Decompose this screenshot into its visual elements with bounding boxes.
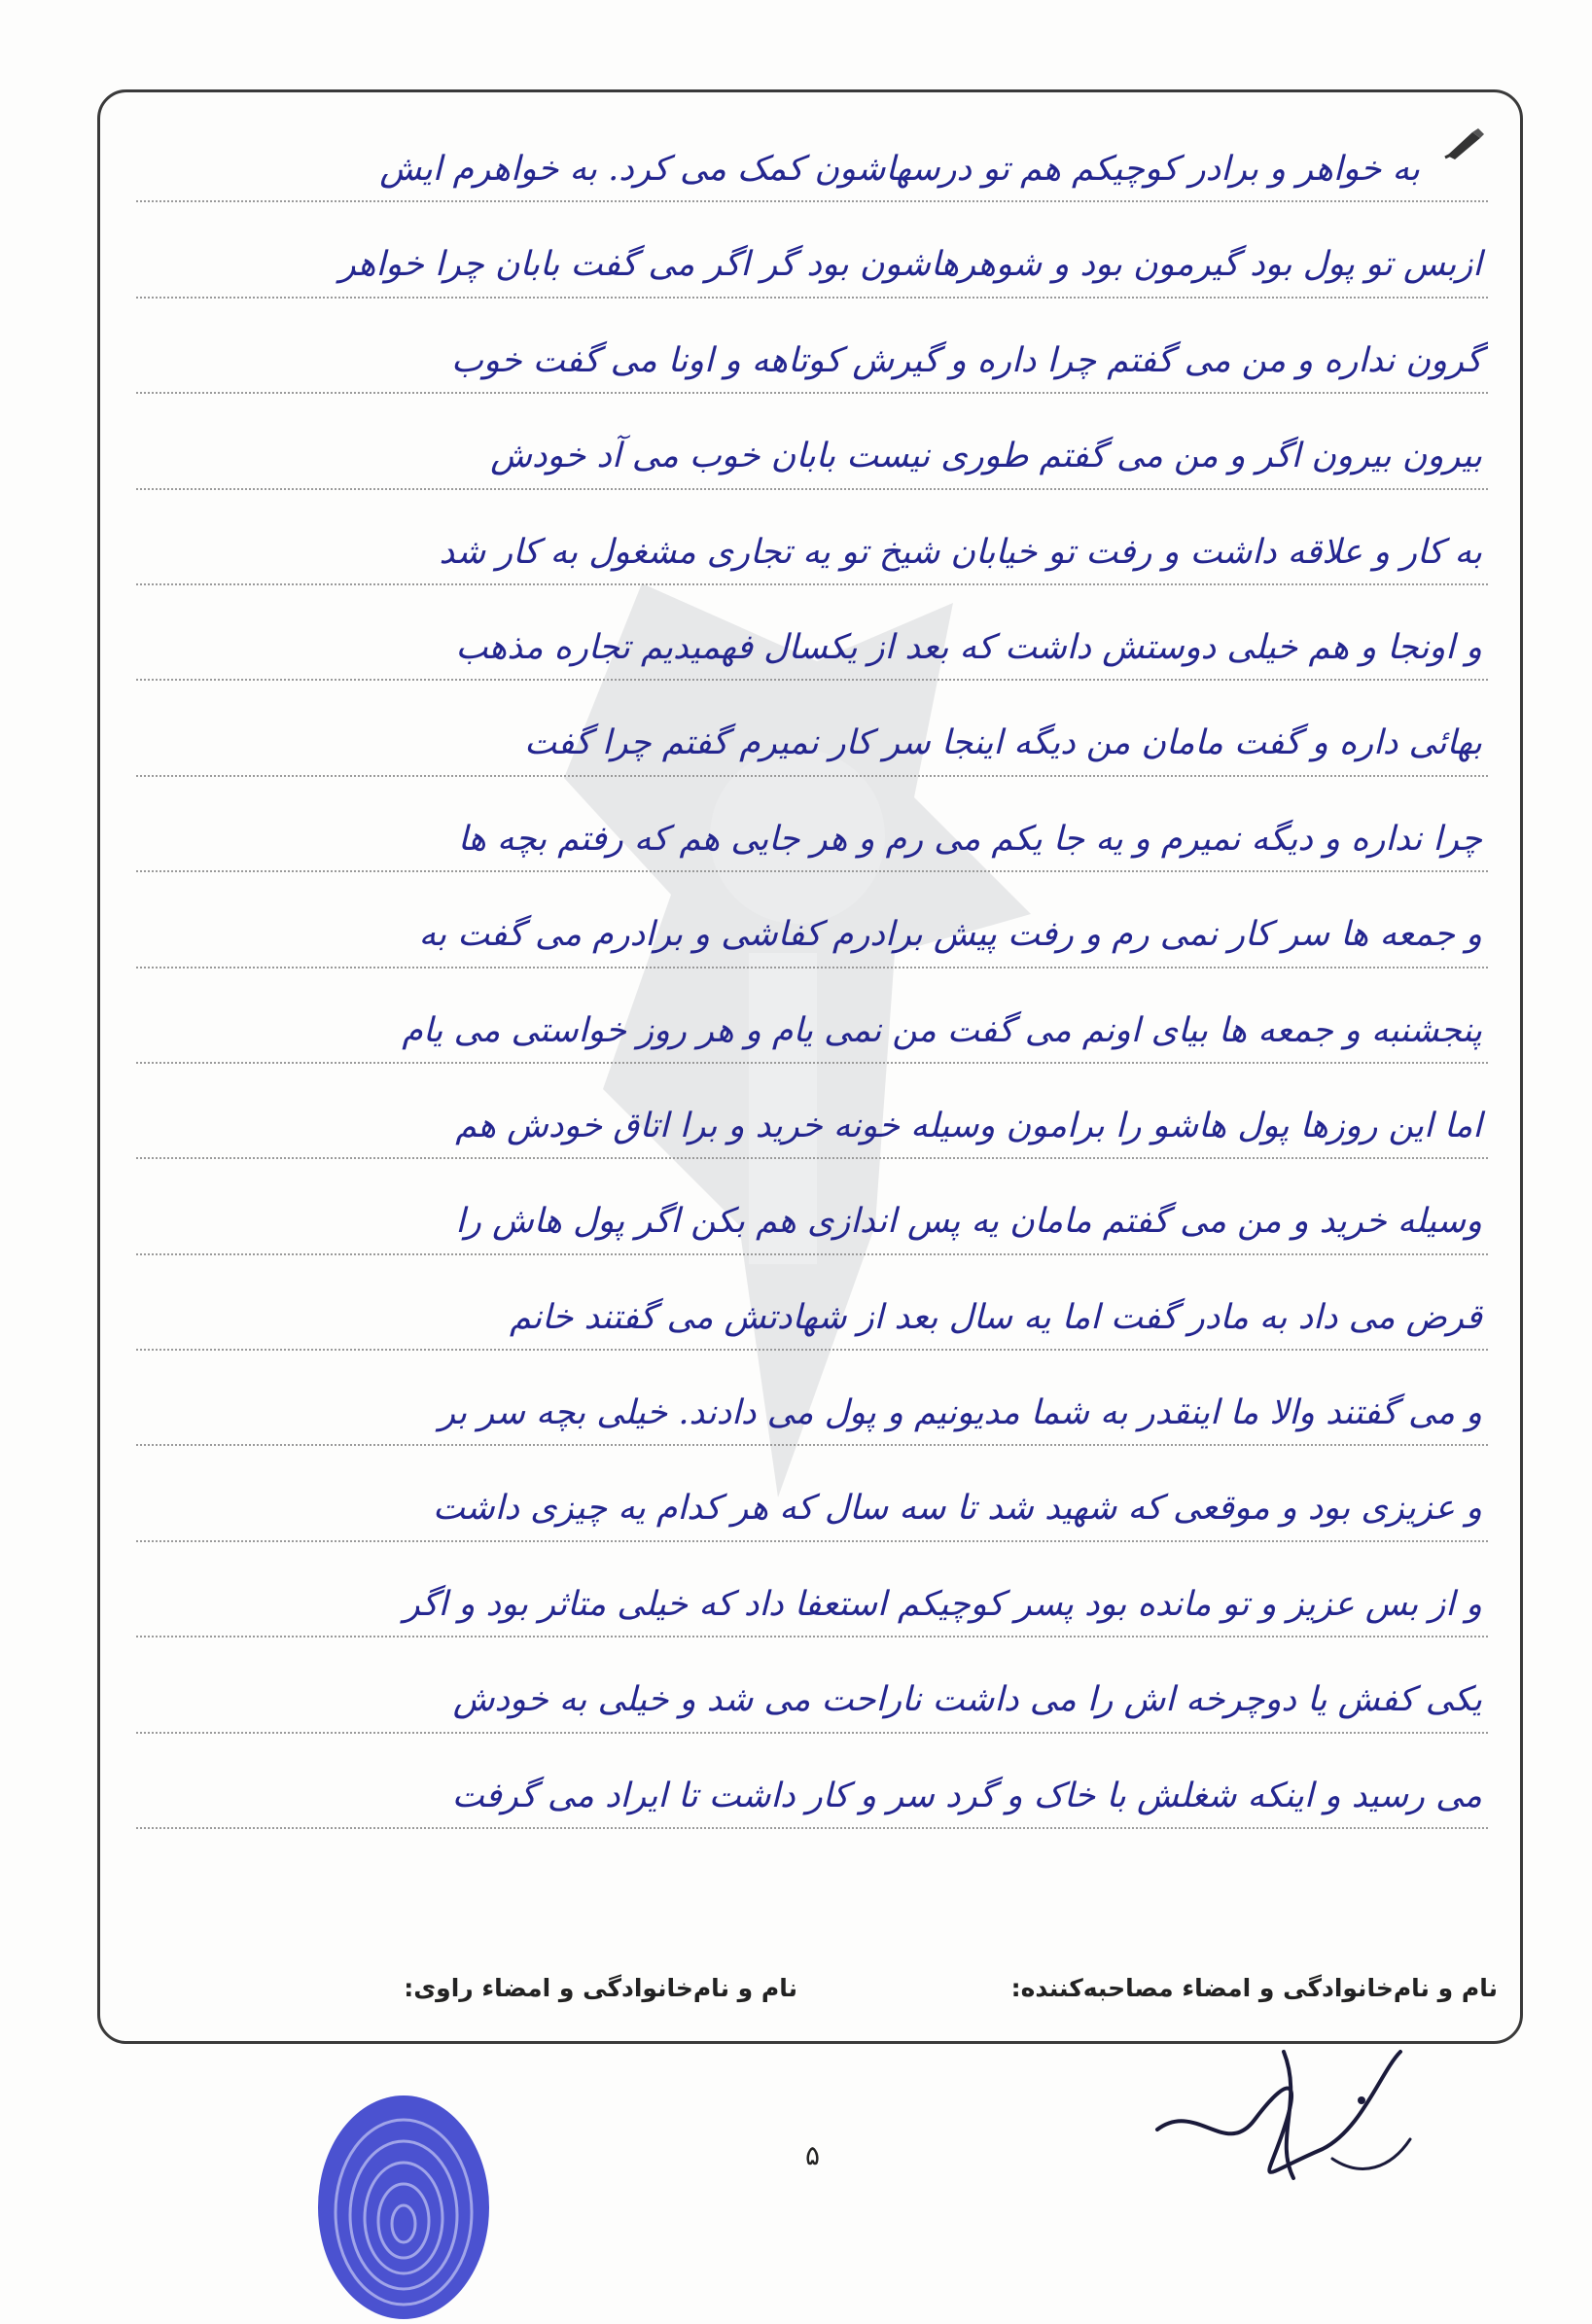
handwritten-line: اما این روزها پول هاشو را برامون وسیله خونه خرید و برا اتاق خودش هم xyxy=(136,1064,1488,1159)
interviewer-signature-label: نام و نام‌خانوادگی و امضاء مصاحبه‌کننده: xyxy=(1010,1974,1498,2002)
handwritten-line: به کار و علاقه داشت و رفت تو خیابان شیخ تو یه تجاری مشغول به کار شد xyxy=(136,490,1488,585)
handwritten-line: بیرون بیرون اگر و من می گفتم طوری نیست بابان خوب می آد خودش xyxy=(136,394,1488,489)
handwritten-line: و از بس عزیز و تو مانده بود پسر کوچیکم استعفا داد که خیلی متاثر بود و اگر xyxy=(136,1542,1488,1637)
handwritten-text-area xyxy=(136,107,1488,1954)
handwritten-line: گرون نداره و من می گفتم چرا داره و گیرش کوتاهه و اونا می گفت خوب xyxy=(136,299,1488,394)
handwritten-line: یکی کفش یا دوچرخه اش را می داشت ناراحت می شد و خیلی به خودش xyxy=(136,1637,1488,1733)
handwritten-line: به خواهر و برادر کوچیکم هم تو درسهاشون کمک می کرد. به خواهرم ایش xyxy=(136,107,1488,202)
handwritten-line: می رسید و اینکه شغلش با خاک و گرد سر و کار داشت تا ایراد می گرفت xyxy=(136,1734,1488,1829)
fingerprint-icon xyxy=(311,2091,496,2324)
handwritten-line: پنجشنبه و جمعه ها بیای اونم می گفت من نمی یام و هر روز خواستی می یام xyxy=(136,968,1488,1064)
handwritten-line: وسیله خرید و من می گفتم مامان یه پس اندازی هم بکن اگر پول هاش را xyxy=(136,1159,1488,1254)
handwritten-line: و اونجا و هم خیلی دوستش داشت که بعد از یکسال فهمیدیم تجاره مذهب xyxy=(136,585,1488,681)
handwritten-line: و عزیزی بود و موقعی که شهید شد تا سه سال که هر کدام یه چیزی داشت xyxy=(136,1446,1488,1541)
handwritten-line: و می گفتند والا ما اینقدر به شما مدیونیم و پول می دادند. خیلی بچه سر بر xyxy=(136,1351,1488,1446)
handwritten-line: و جمعه ها سر کار نمی رم و رفت پیش برادرم کفاشی و برادرم می گفت به xyxy=(136,872,1488,968)
signature-icon xyxy=(1138,2013,1430,2207)
signature-footer xyxy=(126,1974,1498,2017)
handwritten-line: قرض می داد به مادر گفت اما یه سال بعد از شهادتش می گفتند خانم xyxy=(136,1255,1488,1351)
page-number: ۵ xyxy=(805,2139,821,2171)
handwritten-line: ازبس تو پول بود گیرمون بود و شوهرهاشون بود گر اگر می گفت بابان چرا خواهر xyxy=(136,202,1488,298)
handwritten-line: چرا نداره و دیگه نمیرم و یه جا یکم می رم و هر جایی هم که رفتم بچه ها xyxy=(136,777,1488,872)
narrator-signature-label: نام و نام‌خانوادگی و امضاء راوی: xyxy=(404,1974,797,2002)
handwritten-line: بهائی داره و گفت مامان من دیگه اینجا سر کار نمیرم گفتم چرا گفت xyxy=(136,681,1488,776)
